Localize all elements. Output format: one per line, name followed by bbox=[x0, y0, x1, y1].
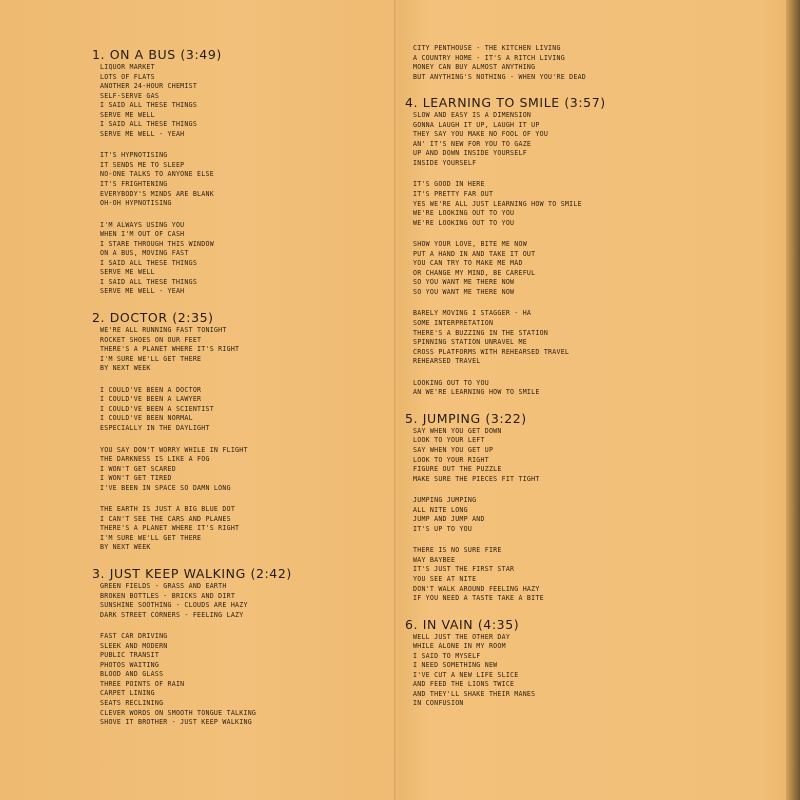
lyric-line: THE EARTH IS JUST A BIG BLUE DOT bbox=[100, 505, 236, 514]
lyric-line: FAST CAR DRIVING bbox=[100, 632, 168, 641]
lyric-line: I'VE BEEN IN SPACE SO DAMN LONG bbox=[100, 483, 231, 492]
verse bbox=[405, 546, 745, 603]
lyric-line: SERVE ME WELL bbox=[100, 268, 155, 277]
lyric-line: LOOK TO YOUR RIGHT bbox=[413, 455, 489, 464]
verse bbox=[92, 582, 392, 620]
lyric-line: ESPECIALLY IN THE DAYLIGHT bbox=[100, 423, 210, 432]
song-title: 2. DOCTOR (2:35) bbox=[92, 310, 214, 326]
lyric-line: A COUNTRY HOME - IT'S A RITCH LIVING bbox=[413, 53, 565, 62]
verse bbox=[92, 326, 392, 374]
lyric-line: REHEARSED TRAVEL bbox=[413, 357, 481, 366]
lyric-line: JUMPING JUMPING bbox=[413, 496, 477, 505]
lyric-line: I COULD'VE BEEN NORMAL bbox=[100, 414, 193, 423]
lyric-line: SERVE ME WELL - YEAH bbox=[100, 287, 185, 296]
lyric-line: PUBLIC TRANSIT bbox=[100, 651, 160, 660]
lyric-line: SERVE ME WELL - YEAH bbox=[100, 129, 185, 138]
verse bbox=[92, 151, 392, 208]
lyric-line: FIGURE OUT THE PUZZLE bbox=[413, 465, 502, 474]
lyric-line: YOU CAN TRY TO MAKE ME MAD bbox=[413, 259, 523, 268]
lyric-line: THEY SAY YOU MAKE NO FOOL OF YOU bbox=[413, 130, 549, 139]
lyric-line: BY NEXT WEEK bbox=[100, 543, 151, 552]
lyric-line: I SAID TO MYSELF bbox=[413, 651, 481, 660]
lyric-line: WE'RE LOOKING OUT TO YOU bbox=[413, 218, 515, 227]
booklet-edge-shadow bbox=[786, 0, 800, 800]
lyric-line: NO-ONE TALKS TO ANYONE ELSE bbox=[100, 170, 214, 179]
verse bbox=[92, 386, 392, 434]
lyric-line: SLEEK AND MODERN bbox=[100, 641, 168, 650]
lyric-line: BLOOD AND GLASS bbox=[100, 670, 164, 679]
lyric-line: BUT ANYTHING'S NOTHING - WHEN YOU'RE DEAD bbox=[413, 72, 587, 81]
lyric-line: IN CONFUSION bbox=[413, 699, 464, 708]
lyric-line: PHOTOS WAITING bbox=[100, 660, 160, 669]
verse bbox=[405, 240, 745, 297]
verse bbox=[405, 111, 745, 168]
lyric-line: SAY WHEN YOU GET DOWN bbox=[413, 426, 502, 435]
lyric-line: LOOK TO YOUR LEFT bbox=[413, 436, 485, 445]
lyric-line: SO YOU WANT ME THERE NOW bbox=[413, 287, 515, 296]
lyric-line: ROCKET SHOES ON OUR FEET bbox=[100, 335, 202, 344]
lyric-line: JUMP AND JUMP AND bbox=[413, 515, 485, 524]
lyric-line: SAY WHEN YOU GET UP bbox=[413, 445, 494, 454]
center-fold bbox=[394, 0, 397, 800]
lyric-line: THERE'S A BUZZING IN THE STATION bbox=[413, 328, 549, 337]
lyric-line: THREE POINTS OF RAIN bbox=[100, 679, 185, 688]
lyric-line: BROKEN BOTTLES - BRICKS AND DIRT bbox=[100, 591, 236, 600]
lyric-line: WAY BAYBEE bbox=[413, 555, 456, 564]
lyric-line: CLEVER WORDS ON SMOOTH TONGUE TALKING bbox=[100, 708, 257, 717]
verse bbox=[405, 44, 745, 82]
lyric-line: IT'S PRETTY FAR OUT bbox=[413, 190, 494, 199]
lyric-line: UP AND DOWN INSIDE YOURSELF bbox=[413, 149, 527, 158]
lyric-line: LOTS OF FLATS bbox=[100, 72, 155, 81]
verse bbox=[92, 632, 392, 727]
lyric-line: GREEN FIELDS - GRASS AND EARTH bbox=[100, 581, 227, 590]
lyric-line: I NEED SOMETHING NEW bbox=[413, 661, 498, 670]
verse bbox=[405, 180, 745, 228]
lyric-line: IT SENDS ME TO SLEEP bbox=[100, 160, 185, 169]
lyric-line: IT'S JUST THE FIRST STAR bbox=[413, 565, 515, 574]
lyric-line: IF YOU NEED A TASTE TAKE A BITE bbox=[413, 594, 544, 603]
lyric-line: I COULD'VE BEEN A LAWYER bbox=[100, 395, 202, 404]
lyric-line: THERE'S A PLANET WHERE IT'S RIGHT bbox=[100, 524, 240, 533]
lyric-line: SPINNING STATION UNRAVEL ME bbox=[413, 338, 527, 347]
lyric-line: I SAID ALL THESE THINGS bbox=[100, 277, 198, 286]
lyric-line: I'M SURE WE'LL GET THERE bbox=[100, 354, 202, 363]
lyric-line: WE'RE LOOKING OUT TO YOU bbox=[413, 209, 515, 218]
lyric-line: CROSS PLATFORMS WITH REHEARSED TRAVEL bbox=[413, 347, 570, 356]
lyric-line: LIQUOR MARKET bbox=[100, 63, 155, 71]
lyric-line: I SAID ALL THESE THINGS bbox=[100, 120, 198, 129]
lyric-line: AN' IT'S NEW FOR YOU TO GAZE bbox=[413, 139, 532, 148]
lyric-line: I COULD'VE BEEN A DOCTOR bbox=[100, 385, 202, 394]
lyric-line: THERE IS NO SURE FIRE bbox=[413, 546, 502, 555]
lyric-line: PUT A HAND IN AND TAKE IT OUT bbox=[413, 249, 536, 258]
lyric-line: SERVE ME WELL bbox=[100, 110, 155, 119]
lyric-line: SO YOU WANT ME THERE NOW bbox=[413, 278, 515, 287]
lyric-line: DON'T WALK AROUND FEELING HAZY bbox=[413, 584, 540, 593]
lyric-line: AN WE'RE LEARNING HOW TO SMILE bbox=[413, 388, 540, 397]
lyric-line: GONNA LAUGH IT UP, LAUGH IT UP bbox=[413, 120, 540, 129]
lyric-line: I STARE THROUGH THIS WINDOW bbox=[100, 239, 214, 248]
lyric-line: MAKE SURE THE PIECES FIT TIGHT bbox=[413, 474, 540, 483]
lyric-line: SOME INTERPRETATION bbox=[413, 319, 494, 328]
lyric-line: SEATS RECLINING bbox=[100, 698, 164, 707]
lyric-line: WHILE ALONE IN MY ROOM bbox=[413, 642, 506, 651]
verse bbox=[92, 446, 392, 494]
song-title: 6. IN VAIN (4:35) bbox=[405, 616, 520, 632]
verse bbox=[92, 221, 392, 297]
song-block bbox=[92, 309, 392, 553]
lyric-line: AND THEY'LL SHAKE THEIR MANES bbox=[413, 689, 536, 698]
lyric-line: ON A BUS, MOVING FAST bbox=[100, 249, 189, 258]
verse bbox=[92, 505, 392, 553]
lyric-line: I'M SURE WE'LL GET THERE bbox=[100, 533, 202, 542]
left-lyrics-column bbox=[92, 46, 392, 740]
verse bbox=[405, 427, 745, 484]
lyric-line: SHOW YOUR LOVE, BITE ME NOW bbox=[413, 240, 527, 249]
lyric-line: EVERYBODY'S MINDS ARE BLANK bbox=[100, 189, 214, 198]
lyric-line: THERE'S A PLANET WHERE IT'S RIGHT bbox=[100, 345, 240, 354]
lyric-line: OH-OH HYPNOTISING bbox=[100, 199, 172, 208]
lyric-line: CITY PENTHOUSE - THE KITCHEN LIVING bbox=[413, 44, 561, 52]
lyric-line: CARPET LINING bbox=[100, 689, 155, 698]
lyric-line: WELL JUST THE OTHER DAY bbox=[413, 632, 511, 641]
lyric-line: IT'S UP TO YOU bbox=[413, 524, 473, 533]
lyric-line: SUNSHINE SOOTHING - CLOUDS ARE HAZY bbox=[100, 601, 248, 610]
song-block bbox=[405, 410, 745, 604]
lyric-line: I'VE CUT A NEW LIFE SLICE bbox=[413, 670, 519, 679]
lyric-line: IT'S HYPNOTISING bbox=[100, 151, 168, 160]
lyric-line: I'M ALWAYS USING YOU bbox=[100, 220, 185, 229]
lyric-line: I WON'T GET TIRED bbox=[100, 474, 172, 483]
lyric-line: I WON'T GET SCARED bbox=[100, 464, 176, 473]
lyric-line: DARK STREET CORNERS - FEELING LAZY bbox=[100, 610, 244, 619]
lyric-line: SHOVE IT BROTHER - JUST KEEP WALKING bbox=[100, 718, 252, 727]
song-block bbox=[405, 616, 745, 709]
lyric-line: I SAID ALL THESE THINGS bbox=[100, 101, 198, 110]
verse bbox=[92, 63, 392, 139]
lyric-line: IT'S FRIGHTENING bbox=[100, 180, 168, 189]
song-block bbox=[405, 94, 745, 398]
lyric-line: WE'RE ALL RUNNING FAST TONIGHT bbox=[100, 326, 227, 335]
verse bbox=[405, 379, 745, 398]
song-block bbox=[92, 46, 392, 297]
lyric-line: INSIDE YOURSELF bbox=[413, 158, 477, 167]
lyric-line: IT'S GOOD IN HERE bbox=[413, 180, 485, 189]
lyric-line: ALL NITE LONG bbox=[413, 505, 468, 514]
lyric-line: I CAN'T SEE THE CARS AND PLANES bbox=[100, 514, 231, 523]
lyric-line: THE DARKNESS IS LIKE A FOG bbox=[100, 455, 210, 464]
lyric-line: YOU SEE AT NITE bbox=[413, 574, 477, 583]
lyric-line: BARELY MOVING I STAGGER - HA bbox=[413, 309, 532, 318]
lyric-line: YES WE'RE ALL JUST LEARNING HOW TO SMILE bbox=[413, 199, 582, 208]
lyric-line: SELF-SERVE GAS bbox=[100, 91, 160, 100]
lyric-line: I COULD'VE BEEN A SCIENTIST bbox=[100, 404, 214, 413]
lyric-line: SLOW AND EASY IS A DIMENSION bbox=[413, 111, 532, 120]
lyric-line: OR CHANGE MY MIND, BE CAREFUL bbox=[413, 268, 536, 277]
lyric-line: AND FEED THE LIONS TWICE bbox=[413, 680, 515, 689]
verse bbox=[405, 309, 745, 366]
right-lyrics-column bbox=[405, 44, 745, 721]
song-title: 1. ON A BUS (3:49) bbox=[92, 47, 222, 62]
lyric-line: MONEY CAN BUY ALMOST ANYTHING bbox=[413, 63, 536, 72]
lyric-line: LOOKING OUT TO YOU bbox=[413, 378, 489, 387]
song-title: 5. JUMPING (3:22) bbox=[405, 410, 527, 426]
verse bbox=[405, 496, 745, 534]
song-title: 3. JUST KEEP WALKING (2:42) bbox=[92, 565, 292, 581]
song-block bbox=[92, 565, 392, 728]
lyric-line: YOU SAY DON'T WORRY WHILE IN FLIGHT bbox=[100, 445, 248, 454]
song-title: 4. LEARNING TO SMILE (3:57) bbox=[405, 95, 606, 111]
lyric-line: ANOTHER 24-HOUR CHEMIST bbox=[100, 82, 198, 91]
verse bbox=[405, 633, 745, 709]
lyric-line: WHEN I'M OUT OF CASH bbox=[100, 230, 185, 239]
lyric-line: I SAID ALL THESE THINGS bbox=[100, 258, 198, 267]
lyric-line: BY NEXT WEEK bbox=[100, 364, 151, 373]
